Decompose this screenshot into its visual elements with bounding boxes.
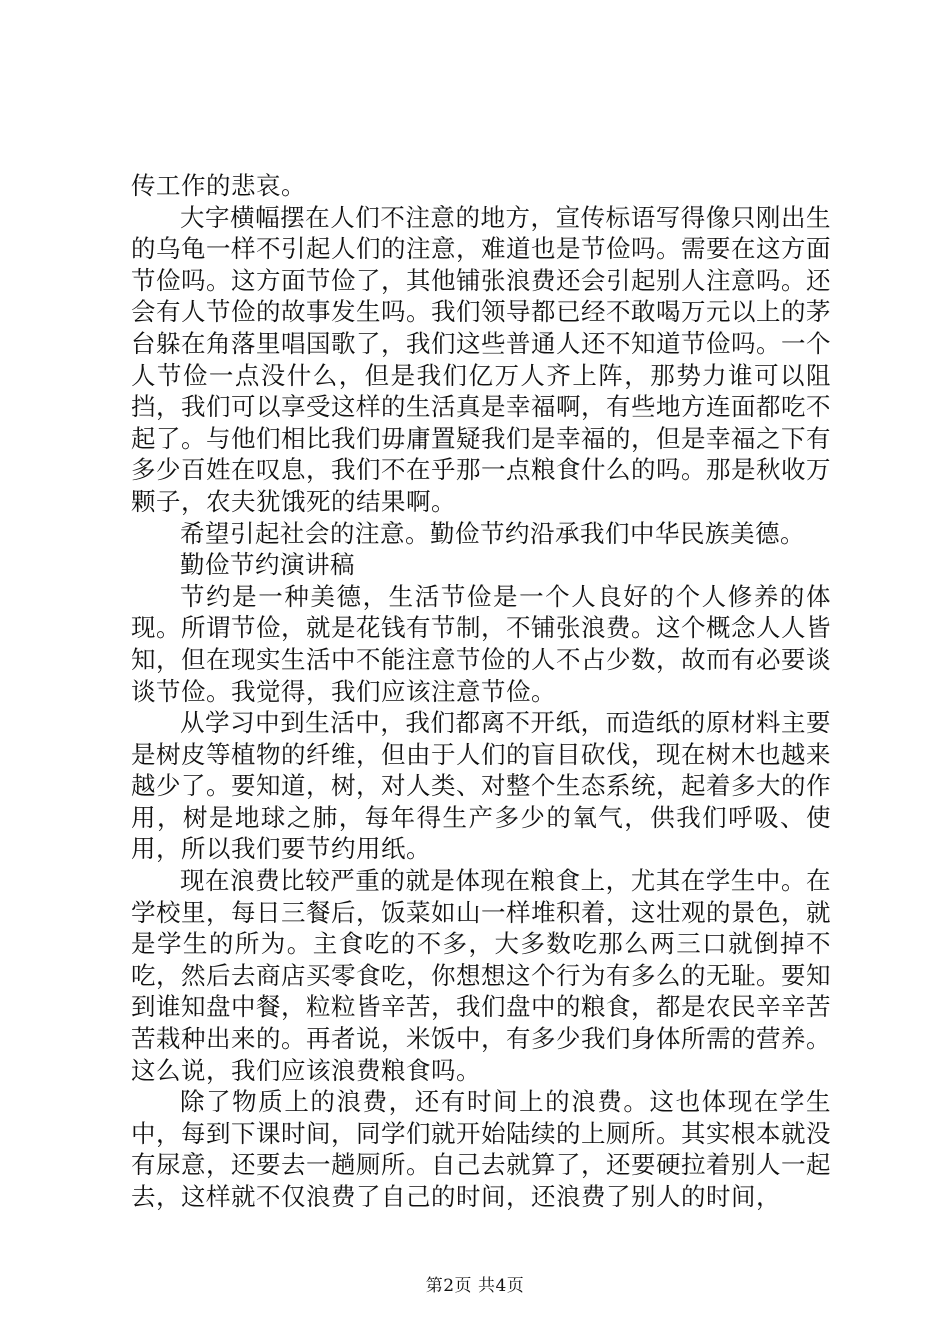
paragraph-food-waste: 现在浪费比较严重的就是体现在粮食上，尤其在学生中。在学校里，每日三餐后，饭菜如山一样堆积着，这壮观的景色，就是学生的所为。主食吃的不多，大多数吃那么两三口就倒掉不吃，然后去商店买零食吃，你想想这个行为有多么的无耻。要知到谁知盘中餐，粒粒皆辛苦，我们盘中的粮食，都是农民辛辛苦苦栽种出来的。再者说，米饭中，有多少我们身体所需的营养。这么说，我们应该浪费粮食吗。	[131, 866, 831, 1085]
document-body	[131, 170, 831, 1213]
paragraph-thrift-virtue: 节约是一种美德，生活节俭是一个人良好的个人修养的体现。所谓节俭，就是花钱有节制，不铺张浪费。这个概念人人皆知，但在现实生活中不能注意节俭的人不占少数，故而有必要谈谈节俭。我觉得，我们应该注意节俭。	[131, 581, 831, 706]
section-heading: 勤俭节约演讲稿	[180, 550, 355, 580]
paragraph-banner-slogans: 大字横幅摆在人们不注意的地方，宣传标语写得像只刚出生的乌龟一样不引起人们的注意，难道也是节俭吗。需要在这方面节俭吗。这方面节俭了，其他铺张浪费还会引起别人注意吗。还会有人节俭的故事发生吗。我们领导都已经不敢喝万元以上的茅台躲在角落里唱国歌了，我们这些普通人还不知道节俭吗。一个人节俭一点没什么，但是我们亿万人齐上阵，那势力谁可以阻挡，我们可以享受这样的生活真是幸福啊，有些地方连面都吃不起了。与他们相比我们毋庸置疑我们是幸福的，但是幸福之下有多少百姓在叹息，我们不在乎那一点粮食什么的吗。那是秋收万颗子，农夫犹饿死的结果啊。	[131, 202, 831, 516]
paragraph-hope: 希望引起社会的注意。勤俭节约沿承我们中华民族美德。	[180, 518, 805, 548]
paragraph-paper: 从学习中到生活中，我们都离不开纸，而造纸的原材料主要是树皮等植物的纤维，但由于人们的盲目砍伐，现在树木也越来越少了。要知道，树，对人类、对整个生态系统，起着多大的作用，树是地球之肺，每年得生产多少的氧气，供我们呼吸、使用，所以我们要节约用纸。	[131, 708, 831, 864]
paragraph-time-waste: 除了物质上的浪费，还有时间上的浪费。这也体现在学生中，每到下课时间，同学们就开始陆续的上厕所。其实根本就没有尿意，还要去一趟厕所。自己去就算了，还要硬拉着别人一起去，这样就不仅浪费了自己的时间，还浪费了别人的时间，	[131, 1087, 831, 1211]
page-footer: 第2页 共4页	[425, 1276, 525, 1296]
paragraph-continuation: 传工作的悲哀。	[131, 171, 306, 200]
